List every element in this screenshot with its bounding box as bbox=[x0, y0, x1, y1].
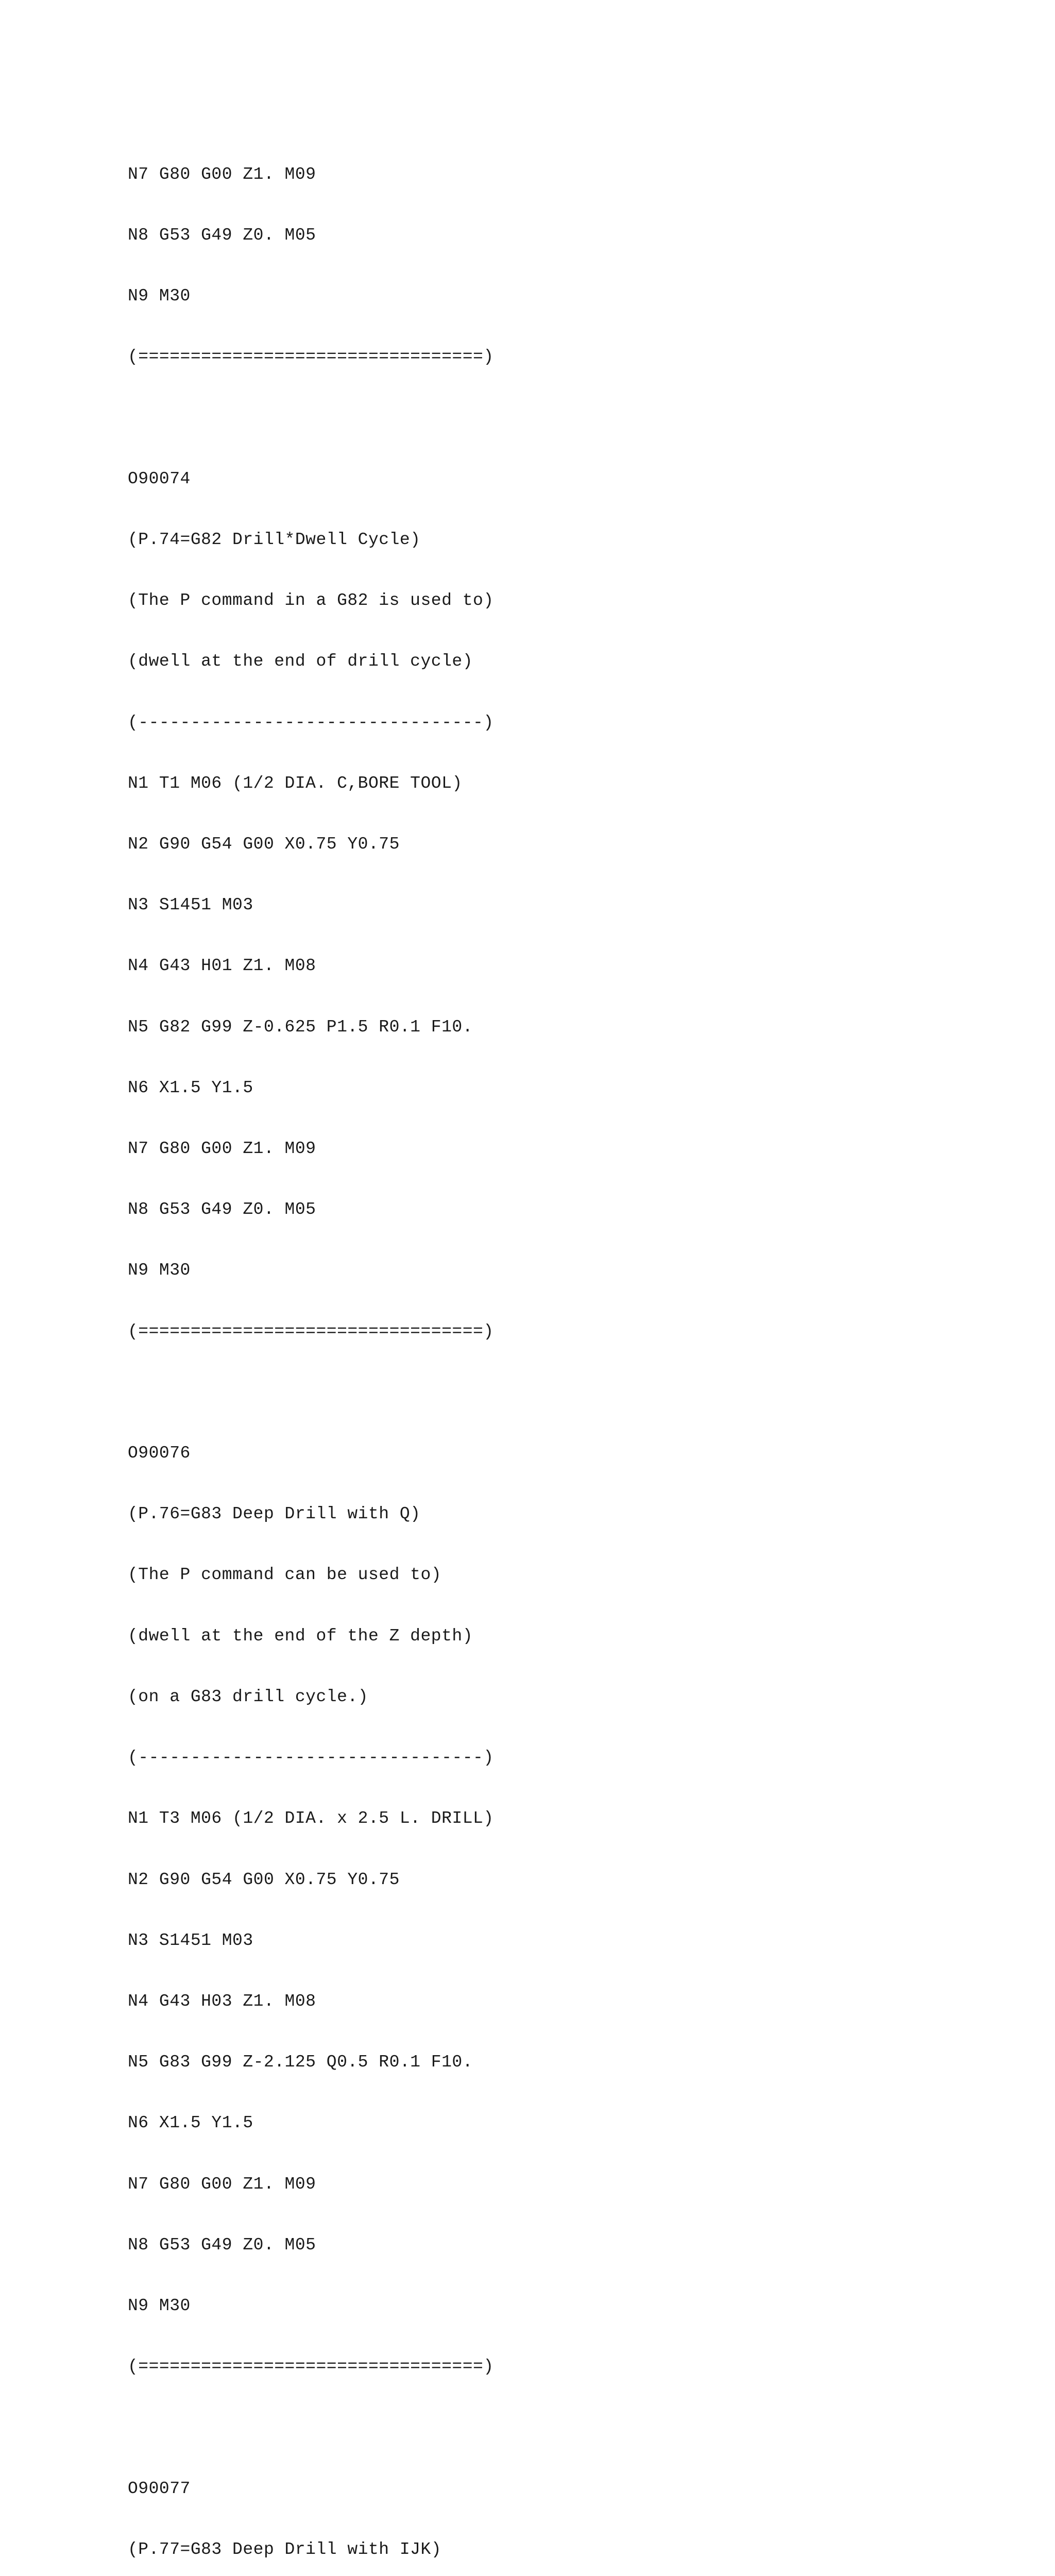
code-line: N5 G83 G99 Z-2.125 Q0.5 R0.1 F10. bbox=[128, 2053, 473, 2072]
code-line: N2 G90 G54 G00 X0.75 Y0.75 bbox=[128, 1870, 400, 1889]
code-line: N8 G53 G49 Z0. M05 bbox=[128, 2235, 316, 2255]
comment-line: (The P command can be used to) bbox=[128, 1565, 442, 1585]
code-line: N5 G82 G99 Z-0.625 P1.5 R0.1 F10. bbox=[128, 1017, 473, 1037]
code-line: N6 X1.5 Y1.5 bbox=[128, 1078, 253, 1097]
separator-line: (=================================) bbox=[128, 1321, 494, 1341]
blank-line bbox=[128, 1382, 577, 1402]
code-line: N4 G43 H03 Z1. M08 bbox=[128, 1991, 316, 2011]
code-line: N8 G53 G49 Z0. M05 bbox=[128, 226, 316, 245]
code-line: N7 G80 G00 Z1. M09 bbox=[128, 2174, 316, 2194]
program-number: O90077 bbox=[128, 2479, 191, 2498]
code-line: N2 G90 G54 G00 X0.75 Y0.75 bbox=[128, 835, 400, 854]
divider-line: (---------------------------------) bbox=[128, 1748, 494, 1768]
program-number: O90074 bbox=[128, 469, 191, 488]
blank-line bbox=[128, 2417, 577, 2437]
code-line: N6 X1.5 Y1.5 bbox=[128, 2113, 253, 2133]
separator-line: (=================================) bbox=[128, 2357, 494, 2377]
code-line: N3 S1451 M03 bbox=[128, 895, 253, 915]
program-number: O90076 bbox=[128, 1444, 191, 1463]
code-line: N1 T3 M06 (1/2 DIA. x 2.5 L. DRILL) bbox=[128, 1809, 494, 1828]
code-line: N8 G53 G49 Z0. M05 bbox=[128, 1200, 316, 1219]
blank-line bbox=[128, 408, 577, 428]
comment-line: (P.77=G83 Deep Drill with IJK) bbox=[128, 2539, 442, 2559]
separator-line: (=================================) bbox=[128, 347, 494, 367]
cnc-program-listing bbox=[128, 124, 577, 2576]
code-line: N4 G43 H01 Z1. M08 bbox=[128, 956, 316, 976]
code-line: N9 M30 bbox=[128, 1261, 191, 1280]
divider-line: (---------------------------------) bbox=[128, 713, 494, 732]
comment-line: (dwell at the end of the Z depth) bbox=[128, 1626, 473, 1646]
code-line: N7 G80 G00 Z1. M09 bbox=[128, 1139, 316, 1159]
code-line: N3 S1451 M03 bbox=[128, 1930, 253, 1950]
comment-line: (P.76=G83 Deep Drill with Q) bbox=[128, 1504, 421, 1524]
comment-line: (P.74=G82 Drill*Dwell Cycle) bbox=[128, 530, 421, 550]
code-line: N9 M30 bbox=[128, 2296, 191, 2315]
code-line: N9 M30 bbox=[128, 286, 191, 306]
comment-line: (The P command in a G82 is used to) bbox=[128, 591, 494, 611]
comment-line: (on a G83 drill cycle.) bbox=[128, 1687, 368, 1706]
code-line: N7 G80 G00 Z1. M09 bbox=[128, 164, 316, 184]
code-line: N1 T1 M06 (1/2 DIA. C,BORE TOOL) bbox=[128, 773, 463, 793]
comment-line: (dwell at the end of drill cycle) bbox=[128, 652, 473, 671]
